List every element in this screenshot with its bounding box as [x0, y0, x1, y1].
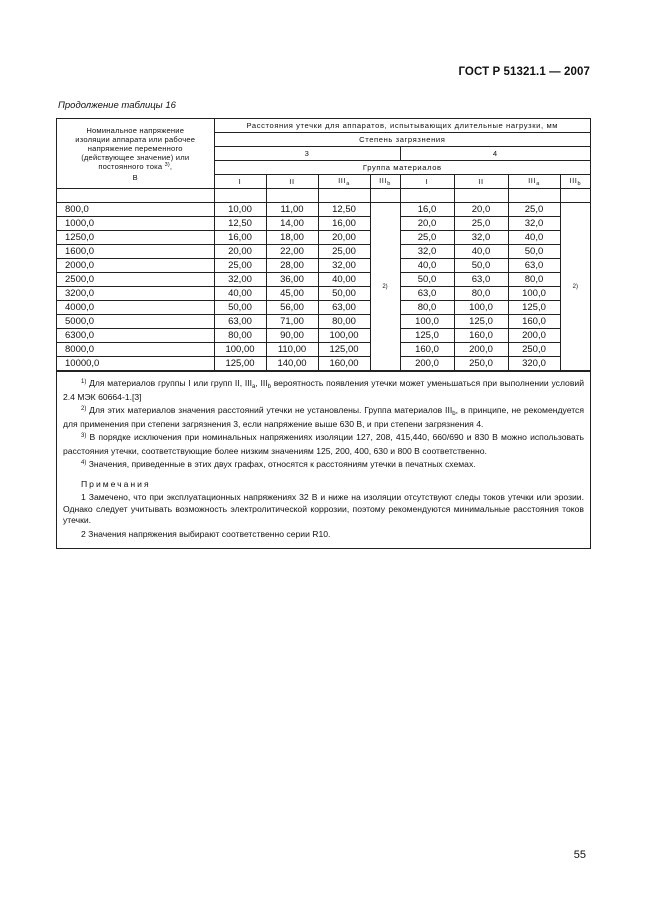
value-cell: 32,0	[400, 245, 454, 259]
voltage-cell: 4000,0	[57, 301, 214, 315]
footnote-3: $^{3)}$ В порядке исключения при номинальных напряжениях изоляции 127, 208, 415,440, 660/690 и 830 В можно использовать расстояния утечки, соответствующие более низким значениям 125, 200, 400, 630 и 800 В соответственно.	[63, 432, 585, 456]
document-number: ГОСТ Р 51321.1 — 2007	[458, 66, 590, 78]
value-cell: 25,0	[508, 203, 560, 217]
value-cell: 50,0	[400, 273, 454, 287]
value-cell: 36,00	[266, 273, 318, 287]
footnote-ref: 3)	[164, 161, 170, 168]
value-cell: 50,00	[214, 301, 266, 315]
value-cell: 100,00	[318, 329, 370, 343]
voltage-cell: 3200,0	[57, 287, 214, 301]
value-cell: 71,00	[266, 315, 318, 329]
value-cell: 40,0	[454, 245, 508, 259]
voltage-header-line: постоянного тока	[98, 161, 163, 171]
table-row	[57, 301, 590, 315]
group-header: II	[266, 175, 318, 189]
value-cell: 63,00	[318, 301, 370, 315]
creepage-table	[57, 119, 590, 371]
value-cell: 12,50	[214, 217, 266, 231]
value-cell: 100,0	[508, 287, 560, 301]
value-cell: 140,00	[266, 357, 318, 371]
voltage-unit: В	[132, 172, 138, 182]
value-cell: 25,0	[400, 231, 454, 245]
voltage-cell: 10000,0	[57, 357, 214, 371]
value-cell: 22,00	[266, 245, 318, 259]
value-cell: 110,00	[266, 343, 318, 357]
value-cell: 50,0	[454, 259, 508, 273]
value-cell: 32,00	[318, 259, 370, 273]
value-cell: 80,00	[214, 329, 266, 343]
voltage-cell: 8000,0	[57, 343, 214, 357]
table-row	[57, 245, 590, 259]
value-cell: 160,0	[508, 315, 560, 329]
value-cell: 32,0	[454, 231, 508, 245]
table-row	[57, 231, 590, 245]
value-cell: 10,00	[214, 203, 266, 217]
value-cell: 20,0	[400, 217, 454, 231]
value-cell: 45,00	[266, 287, 318, 301]
value-cell: 50,00	[318, 287, 370, 301]
value-cell: 63,0	[508, 259, 560, 273]
value-cell: 250,0	[508, 343, 560, 357]
value-cell: 160,0	[400, 343, 454, 357]
group-header: $III_a$	[318, 175, 370, 189]
value-cell: 250,0	[454, 357, 508, 371]
value-cell: 28,00	[266, 259, 318, 273]
value-cell: 63,0	[400, 287, 454, 301]
value-cell: 80,0	[454, 287, 508, 301]
value-cell: 11,00	[266, 203, 318, 217]
group-header: $III_b$	[560, 175, 590, 189]
voltage-cell: 1000,0	[57, 217, 214, 231]
table-row	[57, 203, 590, 217]
pollution-degree-4: 4	[400, 147, 590, 161]
table-body	[57, 203, 590, 371]
value-cell: 20,00	[318, 231, 370, 245]
table-row	[57, 273, 590, 287]
value-cell: 32,0	[508, 217, 560, 231]
voltage-cell: 2000,0	[57, 259, 214, 273]
voltage-header-line: Номинальное напряжение	[86, 125, 185, 135]
notes-title: Примечания	[81, 478, 151, 489]
group-header: I	[214, 175, 266, 189]
table-row	[57, 315, 590, 329]
group-header: I	[400, 175, 454, 189]
table-row	[57, 357, 590, 371]
group-header: $III_a$	[508, 175, 560, 189]
footnote-4: $^{4)}$ Значения, приведенные в этих двух графах, относятся к расстояниям утечки в печатных схемах.	[81, 459, 476, 469]
voltage-cell: 2500,0	[57, 273, 214, 287]
value-cell: 12,50	[318, 203, 370, 217]
value-cell: 100,0	[400, 315, 454, 329]
footnote-mark-cell: 2)	[560, 203, 590, 371]
value-cell: 40,0	[400, 259, 454, 273]
table-row	[57, 259, 590, 273]
value-cell: 100,0	[454, 301, 508, 315]
voltage-header-cell: Номинальное напряжение изоляции аппарата или рабочее напряжение переменного (действующее значение) или постоянного тока $^{3)}$, В	[57, 119, 214, 189]
value-cell: 25,00	[318, 245, 370, 259]
value-cell: 125,0	[400, 329, 454, 343]
note-2: 2 Значения напряжения выбирают соответственно серии R10.	[81, 528, 331, 539]
value-cell: 160,00	[318, 357, 370, 371]
value-cell: 80,0	[400, 301, 454, 315]
value-cell: 200,0	[400, 357, 454, 371]
value-cell: 125,00	[214, 357, 266, 371]
value-cell: 16,00	[214, 231, 266, 245]
table-notes	[57, 371, 590, 548]
voltage-header-line: (действующее значение) или	[81, 152, 190, 162]
voltage-cell: 6300,0	[57, 329, 214, 343]
value-cell: 40,0	[508, 231, 560, 245]
group-header: $III_b$	[370, 175, 400, 189]
value-cell: 90,00	[266, 329, 318, 343]
value-cell: 63,0	[454, 273, 508, 287]
value-cell: 63,00	[214, 315, 266, 329]
value-cell: 40,00	[214, 287, 266, 301]
table-row	[57, 343, 590, 357]
voltage-cell: 1600,0	[57, 245, 214, 259]
pollution-degree-3: 3	[214, 147, 400, 161]
voltage-header-line: изоляции аппарата или рабочее	[75, 134, 196, 144]
material-group-label: Группа материалов	[214, 161, 590, 175]
footnote-1: $^{1)}$ Для материалов группы I или групп II, $III_a$, $III_b$ вероятность появления утечки может уменьшаться при выполнении условий 2.4 МЭК 60664-1.[3]	[63, 378, 584, 402]
note-1: 1 Замечено, что при эксплуатационных напряжениях 32 В и ниже на изоляции отсутствуют следы токов утечки или эрозии. Однако следует учитывать возможность электролитической коррозии, поэтому рекомендуются минимальные расстояния токов утечки.	[63, 492, 584, 525]
value-cell: 125,00	[318, 343, 370, 357]
footnote-2: $^{2)}$ Для этих материалов значения расстояний утечки не установлены. Группа материалов $III_b$, в принципе, не рекомендуется для применения при степени загрязнения 3, если напряжение выше 630 В, и при степени загрязнения 4.	[63, 405, 584, 429]
value-cell: 25,0	[454, 217, 508, 231]
value-cell: 40,00	[318, 273, 370, 287]
voltage-cell: 800,0	[57, 203, 214, 217]
table-row	[57, 287, 590, 301]
value-cell: 160,0	[454, 329, 508, 343]
creepage-title-cell: Расстояния утечки для аппаратов, испытывающих длительные нагрузки, мм	[214, 119, 590, 133]
value-cell: 20,00	[214, 245, 266, 259]
group-header: II	[454, 175, 508, 189]
page-number: 55	[573, 849, 586, 861]
voltage-cell: 1250,0	[57, 231, 214, 245]
voltage-header-line: напряжение переменного	[87, 143, 183, 153]
value-cell: 50,0	[508, 245, 560, 259]
value-cell: 80,0	[508, 273, 560, 287]
value-cell: 200,0	[454, 343, 508, 357]
pollution-degree-label: Степень загрязнения	[214, 133, 590, 147]
table-row	[57, 329, 590, 343]
table-caption: Продолжение таблицы 16	[58, 100, 176, 111]
value-cell: 14,00	[266, 217, 318, 231]
value-cell: 32,00	[214, 273, 266, 287]
value-cell: 200,0	[508, 329, 560, 343]
value-cell: 20,0	[454, 203, 508, 217]
value-cell: 320,0	[508, 357, 560, 371]
value-cell: 18,00	[266, 231, 318, 245]
value-cell: 25,00	[214, 259, 266, 273]
value-cell: 125,0	[454, 315, 508, 329]
value-cell: 56,00	[266, 301, 318, 315]
value-cell: 80,00	[318, 315, 370, 329]
value-cell: 16,00	[318, 217, 370, 231]
voltage-cell: 5000,0	[57, 315, 214, 329]
table-row	[57, 217, 590, 231]
value-cell: 16,0	[400, 203, 454, 217]
creepage-table-frame	[56, 118, 591, 549]
footnote-mark-cell: 2)	[370, 203, 400, 371]
value-cell: 100,00	[214, 343, 266, 357]
value-cell: 125,0	[508, 301, 560, 315]
